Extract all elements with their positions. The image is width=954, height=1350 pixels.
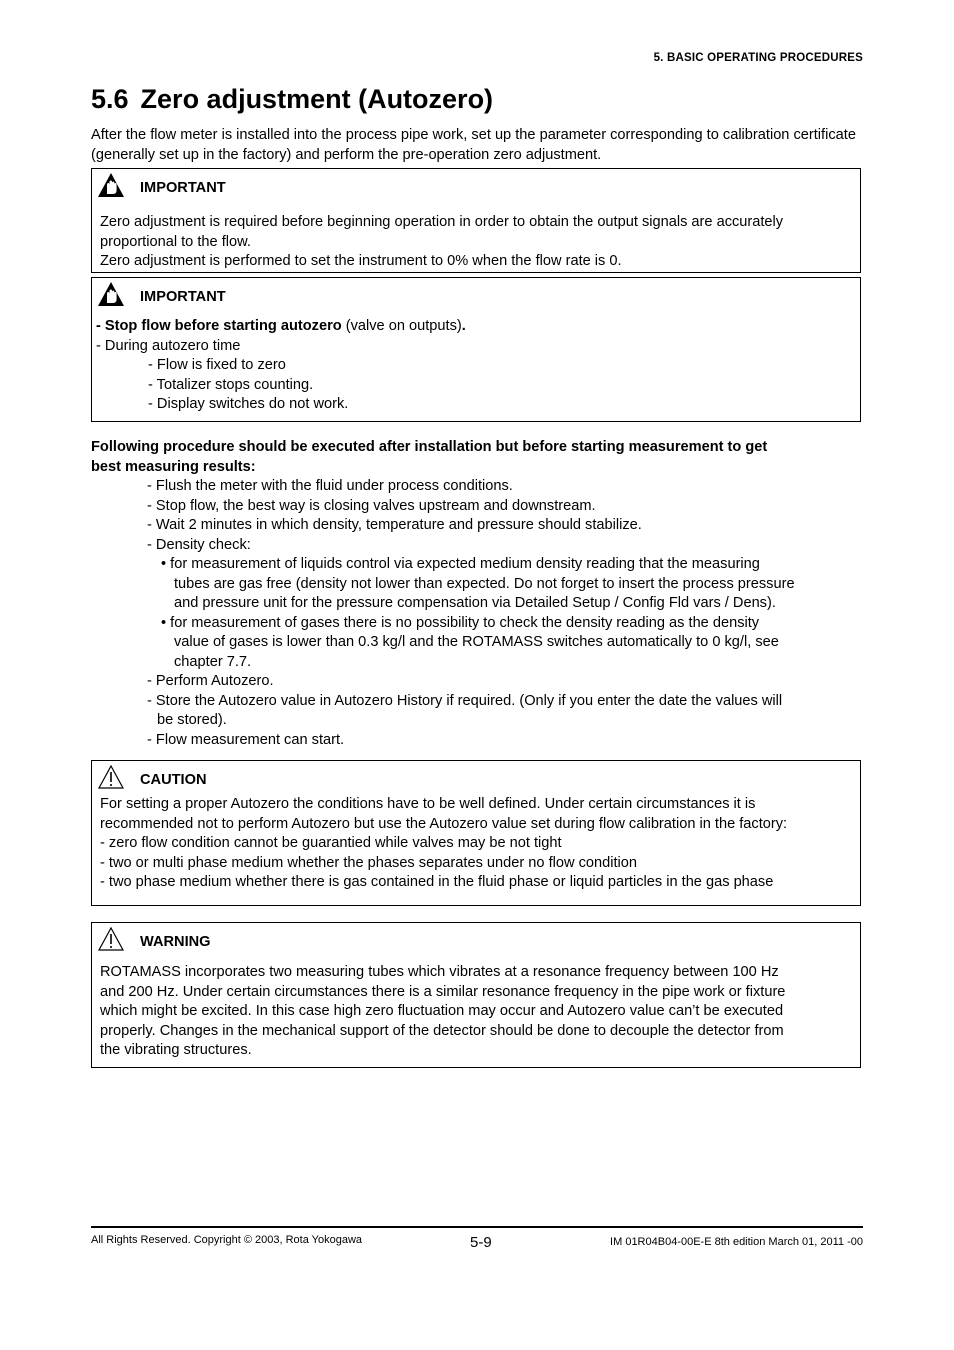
density-bullet: • for measurement of gases there is no possibility to check the density reading as the density <box>161 614 760 631</box>
warning-line: properly. Changes in the mechanical support of the detector should be done to decouple the detector from <box>100 1022 784 1039</box>
important-box-1 <box>91 168 861 273</box>
procedure-lead: best measuring results: <box>91 458 256 475</box>
warning-line: and 200 Hz. Under certain circumstances there is a similar resonance frequency in the pipe work or fixture <box>100 983 786 1000</box>
important-heading: IMPORTANT <box>140 180 226 196</box>
procedure-step-cont: be stored). <box>157 712 227 728</box>
intro-paragraph: After the flow meter is installed into the process pipe work, set up the parameter corresponding to calibration certificate (generally set up in the factory) and perform the pre-operation zero adjustment. <box>91 127 856 163</box>
warning-heading: WARNING <box>140 934 211 950</box>
stop-flow-note: (valve on outputs) <box>341 318 462 334</box>
list-item: - Display switches do not work. <box>148 396 349 412</box>
list-item: - Totalizer stops counting. <box>148 376 314 393</box>
important-heading: IMPORTANT <box>140 289 226 305</box>
procedure-step: - Flow measurement can start. <box>147 731 345 748</box>
section-number: 5.6 <box>91 84 129 114</box>
caution-line: - zero flow condition cannot be guarantied while valves may be not tight <box>100 835 562 851</box>
caution-line: recommended not to perform Autozero but use the Autozero value set during flow calibration in the factory: <box>100 815 788 832</box>
stop-flow-bold: - Stop flow before starting autozero <box>96 318 342 334</box>
hand-warning-icon <box>97 281 125 307</box>
procedure-step: - Perform Autozero. <box>147 673 274 689</box>
caution-line: - two phase medium whether there is gas contained in the fluid phase or liquid particles in the gas phase <box>100 874 774 890</box>
caution-heading: CAUTION <box>140 772 207 788</box>
stop-flow-period: . <box>461 318 466 334</box>
warning-triangle-icon <box>97 926 125 952</box>
box1-line: proportional to the flow. <box>100 233 251 250</box>
density-bullet: • for measurement of liquids control via expected medium density reading that the measuring <box>161 556 760 572</box>
density-bullet-cont: and pressure unit for the pressure compensation via Detailed Setup / Config Fld vars / Dens). <box>174 595 776 611</box>
density-bullet-cont: value of gases is lower than 0.3 kg/l and the ROTAMASS switches automatically to 0 kg/l, see <box>174 634 779 650</box>
density-bullet-cont: chapter 7.7. <box>174 653 252 670</box>
section-title <box>91 84 493 115</box>
warning-line: ROTAMASS incorporates two measuring tubes which vibrates at a resonance frequency between 100 Hz <box>100 964 779 980</box>
footer-copyright: All Rights Reserved. Copyright © 2003, Rota Yokogawa <box>91 1234 363 1246</box>
procedure-step: - Store the Autozero value in Autozero History if required. (Only if you enter the date the values will <box>147 692 783 709</box>
footer-rule <box>91 1226 863 1228</box>
stop-flow-line <box>96 317 856 337</box>
during-autozero-line: - During autozero time <box>96 337 241 354</box>
caution-line: - two or multi phase medium whether the phases separates under no flow condition <box>100 854 638 871</box>
box1-line: Zero adjustment is performed to set the instrument to 0% when the flow rate is 0. <box>100 253 622 269</box>
running-header: 5. BASIC OPERATING PROCEDURES <box>653 52 863 64</box>
caution-line: For setting a proper Autozero the conditions have to be well defined. Under certain circumstances it is <box>100 796 756 812</box>
warning-line: which might be excited. In this case high zero fluctuation may occur and Autozero value can’t be executed <box>100 1003 784 1019</box>
procedure-section <box>91 438 871 750</box>
procedure-step: - Stop flow, the best way is closing valves upstream and downstream. <box>147 497 596 514</box>
density-bullet-cont: tubes are gas free (density not lower than expected. Do not forget to insert the process pressure <box>174 575 795 592</box>
procedure-step: - Density check: <box>147 536 251 553</box>
list-item: - Flow is fixed to zero <box>148 357 286 373</box>
procedure-step: - Flush the meter with the fluid under process conditions. <box>147 478 513 494</box>
procedure-lead: Following procedure should be executed after installation but before starting measurement to get <box>91 439 768 455</box>
footer-document-id: IM 01R04B04-00E-E 8th edition March 01, 2011 -00 <box>610 1236 863 1248</box>
box1-line: Zero adjustment is required before beginning operation in order to obtain the output signals are accurately <box>100 214 784 230</box>
warning-line: the vibrating structures. <box>100 1042 252 1058</box>
important-box-2 <box>91 277 861 422</box>
hand-warning-icon <box>97 172 125 198</box>
warning-box <box>91 922 861 1068</box>
caution-triangle-icon <box>97 764 125 790</box>
caution-box <box>91 760 861 906</box>
page-number: 5-9 <box>470 1234 492 1251</box>
procedure-step: - Wait 2 minutes in which density, temperature and pressure should stabilize. <box>147 517 642 533</box>
section-title-text: Zero adjustment (Autozero) <box>140 84 494 114</box>
